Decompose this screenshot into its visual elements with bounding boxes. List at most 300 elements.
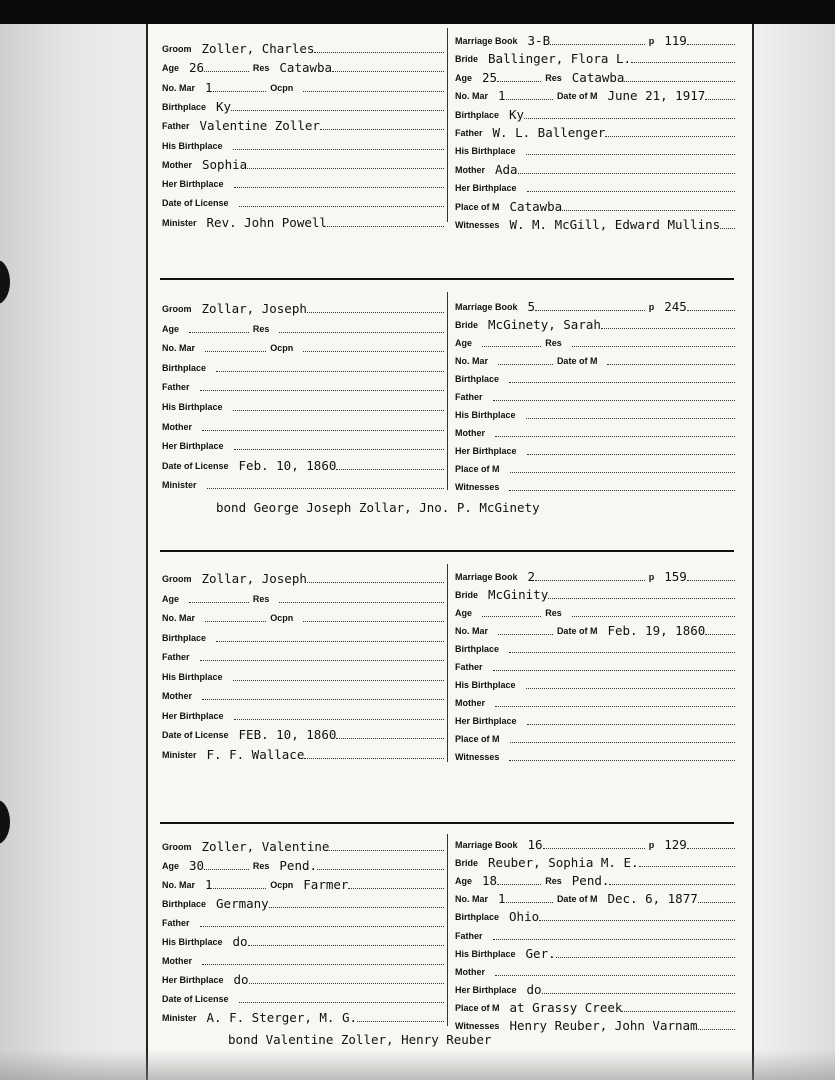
field-label-mother: Mother	[455, 164, 485, 175]
dotted-line	[234, 187, 444, 188]
dotted-line	[213, 888, 267, 889]
field-value-bride: Ballinger, Flora L.	[488, 51, 632, 67]
field-label-father: Father	[455, 930, 483, 941]
dotted-line	[329, 850, 444, 851]
field-value-bride: McGinety, Sarah	[488, 317, 601, 332]
dotted-line	[527, 724, 735, 725]
bride-row	[455, 979, 735, 997]
field-label-birthplace: Birthplace	[162, 362, 207, 373]
field-label-marriage_book: Marriage Book	[455, 302, 518, 312]
field-label-date_of_m: Date of M	[556, 91, 598, 102]
dotted-line	[216, 371, 444, 372]
field-label-groom: Groom	[162, 304, 192, 314]
field-label-no_mar: No. Mar	[455, 894, 489, 905]
field-label-age: Age	[455, 338, 473, 348]
dotted-line	[332, 71, 444, 72]
bride-row	[455, 159, 735, 177]
field-label-birthplace: Birthplace	[455, 912, 500, 923]
field-label-mother: Mother	[455, 698, 485, 708]
field-label-groom: Groom	[162, 574, 192, 584]
field-value-date_of_m: Feb. 19, 1860	[607, 623, 706, 638]
dotted-line	[200, 926, 444, 927]
field-label-father: Father	[162, 382, 190, 393]
field-value-marriage_book: 2	[527, 569, 536, 584]
field-value-groom: Zollar, Joseph	[201, 571, 307, 586]
field-label-father: Father	[455, 662, 483, 672]
field-label-her_birthplace: Her Birthplace	[455, 183, 517, 194]
dotted-line	[526, 418, 735, 419]
field-label-mother: Mother	[455, 966, 485, 977]
field-label-date_of_license: Date of License	[162, 994, 229, 1004]
column-divider	[447, 28, 448, 222]
dotted-line	[204, 869, 249, 870]
field-value-groom: Zoller, Charles	[201, 41, 315, 56]
field-value-her_birthplace: do	[233, 972, 249, 987]
dotted-line	[357, 1021, 444, 1022]
field-label-birthplace: Birthplace	[162, 632, 207, 643]
field-label-no_mar: No. Mar	[455, 91, 489, 102]
field-label-date_of_license: Date of License	[162, 730, 229, 740]
dotted-line	[493, 400, 735, 401]
bride-row	[455, 314, 735, 332]
dotted-line	[526, 688, 735, 689]
dotted-line	[572, 616, 735, 617]
groom-row	[162, 744, 444, 762]
groom-row	[162, 298, 444, 316]
bride-row	[455, 620, 735, 638]
field-label-birthplace: Birthplace	[455, 374, 500, 384]
groom-row	[162, 646, 444, 664]
field-label-p: p	[648, 302, 655, 312]
dotted-line	[607, 364, 735, 365]
field-label-place_of_m: Place of M	[455, 201, 500, 212]
column-divider	[447, 834, 448, 1026]
dotted-line	[509, 760, 735, 761]
field-label-age: Age	[162, 63, 180, 74]
field-value-res: Pend.	[571, 873, 610, 889]
field-label-her_birthplace: Her Birthplace	[455, 446, 517, 456]
field-label-his_birthplace: His Birthplace	[162, 402, 223, 412]
dotted-line	[506, 99, 553, 100]
bride-row	[455, 458, 735, 476]
groom-row	[162, 874, 444, 892]
dotted-line	[234, 449, 444, 450]
dotted-line	[205, 351, 266, 352]
field-value-res: Pend.	[279, 858, 318, 873]
dotted-line	[556, 957, 735, 958]
field-label-witnesses: Witnesses	[455, 752, 500, 762]
field-label-age: Age	[455, 876, 473, 887]
field-label-her_birthplace: Her Birthplace	[162, 441, 224, 452]
groom-row	[162, 724, 444, 742]
groom-row	[162, 455, 444, 473]
groom-row	[162, 969, 444, 987]
field-label-his_birthplace: His Birthplace	[162, 140, 223, 151]
dotted-line	[698, 1029, 735, 1030]
scan-right-margin	[752, 0, 835, 1080]
bride-row	[455, 961, 735, 979]
field-label-father: Father	[455, 392, 483, 402]
dotted-line	[495, 706, 735, 707]
dotted-line	[248, 945, 444, 946]
field-value-date_of_license: Feb. 10, 1860	[238, 457, 337, 473]
field-label-p: p	[648, 840, 655, 850]
field-value-minister: A. F. Sterger, M. G.	[206, 1010, 358, 1025]
bride-row	[455, 104, 735, 122]
field-value-father: Valentine Zoller	[199, 118, 320, 134]
field-label-father: Father	[455, 128, 483, 138]
dotted-line	[239, 1002, 444, 1003]
bride-row	[455, 997, 735, 1015]
bride-row	[455, 674, 735, 692]
dotted-line	[239, 206, 444, 207]
dotted-line	[303, 351, 444, 352]
bride-row	[455, 140, 735, 158]
dotted-line	[336, 738, 444, 739]
field-label-her_birthplace: Her Birthplace	[162, 179, 224, 190]
dotted-line	[609, 884, 735, 885]
field-value-res: Catawba	[279, 60, 333, 76]
dotted-line	[314, 52, 444, 53]
dotted-line	[233, 149, 444, 150]
dotted-line	[482, 346, 541, 347]
field-value-age: 25	[482, 69, 498, 85]
bride-row	[455, 350, 735, 368]
dotted-line	[233, 680, 444, 681]
record-separator	[160, 278, 734, 280]
field-label-p: p	[648, 572, 655, 582]
groom-row	[162, 607, 444, 625]
field-label-her_birthplace: Her Birthplace	[455, 984, 517, 995]
field-value-p: 129	[664, 837, 687, 852]
bride-row	[455, 584, 735, 602]
field-label-father: Father	[162, 918, 190, 928]
groom-row	[162, 988, 444, 1006]
bride-row	[455, 386, 735, 404]
field-label-res: Res	[252, 323, 270, 334]
bride-row	[455, 214, 735, 232]
field-value-p: 119	[664, 33, 687, 48]
field-value-date_of_m: Dec. 6, 1877	[607, 891, 698, 907]
dotted-line	[687, 44, 735, 45]
dotted-line	[234, 719, 444, 720]
field-label-groom: Groom	[162, 842, 192, 852]
dotted-line	[269, 907, 444, 908]
field-label-her_birthplace: Her Birthplace	[455, 716, 517, 726]
field-label-ocpn: Ocpn	[270, 613, 294, 623]
dotted-line	[213, 91, 267, 92]
field-value-bride: Reuber, Sophia M. E.	[488, 855, 639, 871]
bride-row	[455, 332, 735, 350]
dotted-line	[524, 118, 735, 119]
bride-row	[455, 440, 735, 458]
dotted-line	[307, 582, 444, 583]
field-value-bride: McGinity	[488, 587, 549, 602]
bride-row	[455, 48, 735, 66]
field-label-marriage_book: Marriage Book	[455, 572, 518, 582]
bride-row	[455, 67, 735, 85]
dotted-line	[202, 964, 444, 965]
dotted-line	[705, 634, 735, 635]
field-label-mother: Mother	[162, 421, 192, 432]
field-label-minister: Minister	[162, 217, 197, 228]
field-value-no_mar: 1	[498, 891, 506, 907]
dotted-line	[720, 228, 735, 229]
dotted-line	[509, 490, 735, 491]
dotted-line	[527, 191, 735, 192]
field-value-p: 245	[664, 299, 687, 314]
dotted-line	[493, 939, 735, 940]
field-label-age: Age	[455, 608, 473, 618]
field-label-res: Res	[545, 338, 562, 348]
field-value-age: 18	[482, 873, 498, 889]
dotted-line	[493, 670, 735, 671]
groom-row	[162, 38, 444, 56]
groom-row	[162, 568, 444, 586]
dotted-line	[327, 226, 444, 227]
field-value-birthplace: Germany	[216, 896, 269, 911]
field-label-date_of_license: Date of License	[162, 460, 229, 471]
field-value-birthplace: Ky	[216, 98, 232, 114]
bride-row	[455, 638, 735, 656]
dotted-line	[497, 81, 541, 82]
field-label-no_mar: No. Mar	[455, 626, 489, 636]
field-value-date_of_license: FEB. 10, 1860	[238, 727, 337, 742]
dotted-line	[506, 902, 553, 903]
groom-row	[162, 685, 444, 703]
dotted-line	[687, 848, 735, 849]
bride-row	[455, 870, 735, 888]
groom-row	[162, 893, 444, 911]
field-value-minister: Rev. John Powell	[206, 214, 327, 230]
groom-row	[162, 396, 444, 414]
groom-row	[162, 212, 444, 230]
field-value-her_birthplace: do	[526, 981, 542, 997]
groom-row	[162, 666, 444, 684]
dotted-line	[542, 993, 735, 994]
field-label-place_of_m: Place of M	[455, 464, 500, 474]
groom-row	[162, 588, 444, 606]
bride-row	[455, 943, 735, 961]
field-value-his_birthplace: Ger.	[525, 945, 556, 961]
dotted-line	[572, 346, 735, 347]
field-label-her_birthplace: Her Birthplace	[162, 710, 224, 721]
field-label-birthplace: Birthplace	[455, 109, 500, 120]
field-label-mother: Mother	[162, 956, 192, 966]
field-value-groom: Zoller, Valentine	[201, 839, 330, 854]
field-label-witnesses: Witnesses	[455, 220, 500, 230]
field-label-p: p	[648, 36, 655, 46]
field-label-minister: Minister	[162, 749, 197, 760]
bride-row	[455, 710, 735, 728]
dotted-line	[601, 328, 735, 329]
dotted-line	[535, 580, 645, 581]
dotted-line	[336, 469, 444, 470]
field-label-mother: Mother	[162, 691, 192, 701]
dotted-line	[687, 310, 735, 311]
bride-row	[455, 296, 735, 314]
dotted-line	[510, 472, 735, 473]
dotted-line	[303, 621, 444, 622]
groom-row	[162, 705, 444, 723]
field-label-no_mar: No. Mar	[162, 613, 196, 623]
groom-row	[162, 912, 444, 930]
dotted-line	[307, 312, 444, 313]
field-label-groom: Groom	[162, 44, 192, 54]
groom-row	[162, 96, 444, 114]
bride-row	[455, 728, 735, 746]
field-label-bride: Bride	[455, 320, 479, 330]
dotted-line	[548, 598, 735, 599]
dotted-line	[705, 99, 735, 100]
dotted-line	[247, 168, 444, 169]
field-value-age: 26	[189, 60, 205, 76]
bride-row	[455, 196, 735, 214]
field-label-his_birthplace: His Birthplace	[162, 671, 223, 682]
bride-row	[455, 1015, 735, 1033]
field-label-date_of_m: Date of M	[556, 626, 598, 636]
field-label-no_mar: No. Mar	[162, 82, 196, 93]
field-label-bride: Bride	[455, 54, 479, 65]
field-label-witnesses: Witnesses	[455, 482, 500, 492]
field-value-age: 30	[189, 858, 205, 873]
field-label-res: Res	[252, 593, 270, 604]
dotted-line	[624, 81, 735, 82]
bride-row	[455, 404, 735, 422]
dotted-line	[320, 129, 444, 130]
dotted-line	[189, 332, 249, 333]
field-value-witnesses: W. M. McGill, Edward Mullins	[509, 217, 721, 232]
field-label-bride: Bride	[455, 590, 479, 600]
dotted-line	[304, 758, 444, 759]
field-label-his_birthplace: His Birthplace	[455, 680, 516, 690]
groom-row	[162, 950, 444, 968]
dotted-line	[510, 742, 735, 743]
bride-row	[455, 925, 735, 943]
field-label-minister: Minister	[162, 480, 197, 491]
dotted-line	[550, 44, 645, 45]
dotted-line	[539, 920, 735, 921]
field-label-his_birthplace: His Birthplace	[162, 937, 223, 947]
bride-row	[455, 177, 735, 195]
field-label-his_birthplace: His Birthplace	[455, 146, 516, 157]
groom-row	[162, 855, 444, 873]
field-label-age: Age	[162, 861, 180, 871]
dotted-line	[509, 652, 735, 653]
groom-row	[162, 931, 444, 949]
dotted-line	[216, 641, 444, 642]
groom-row	[162, 57, 444, 75]
field-label-place_of_m: Place of M	[455, 1002, 500, 1013]
field-value-witnesses: Henry Reuber, John Varnam	[509, 1018, 698, 1033]
field-label-res: Res	[545, 72, 562, 83]
groom-row	[162, 836, 444, 854]
field-value-date_of_m: June 21, 1917	[607, 88, 706, 104]
dotted-line	[495, 975, 735, 976]
dotted-line	[518, 173, 735, 174]
bride-row	[455, 656, 735, 674]
dotted-line	[200, 660, 444, 661]
field-value-marriage_book: 3-B	[527, 33, 551, 48]
column-divider	[447, 564, 448, 762]
field-label-father: Father	[162, 652, 190, 662]
field-value-no_mar: 1	[205, 79, 213, 95]
scan-left-margin	[0, 0, 120, 1080]
field-value-place_of_m: Catawba	[509, 198, 563, 214]
dotted-line	[498, 364, 553, 365]
field-label-date_of_m: Date of M	[556, 894, 598, 905]
field-label-mother: Mother	[455, 428, 485, 438]
field-label-res: Res	[252, 861, 270, 871]
groom-row	[162, 435, 444, 453]
dotted-line	[348, 888, 444, 889]
field-value-ocpn: Farmer	[303, 877, 349, 892]
field-label-marriage_book: Marriage Book	[455, 840, 518, 850]
field-label-birthplace: Birthplace	[162, 101, 207, 112]
field-label-date_of_m: Date of M	[556, 356, 598, 366]
dotted-line	[233, 410, 444, 411]
field-label-age: Age	[162, 323, 180, 334]
dotted-line	[317, 869, 444, 870]
field-label-birthplace: Birthplace	[162, 899, 207, 909]
scan-bottom-shade	[0, 1050, 835, 1080]
field-value-father: W. L. Ballenger	[492, 125, 606, 140]
field-label-ocpn: Ocpn	[270, 82, 294, 93]
dotted-line	[204, 71, 249, 72]
field-value-groom: Zollar, Joseph	[201, 301, 307, 316]
field-value-minister: F. F. Wallace	[206, 746, 305, 762]
groom-row	[162, 115, 444, 133]
field-label-birthplace: Birthplace	[455, 644, 500, 654]
groom-row	[162, 357, 444, 375]
field-label-ocpn: Ocpn	[270, 880, 294, 890]
groom-row	[162, 1007, 444, 1025]
field-label-res: Res	[545, 608, 562, 618]
field-value-p: 159	[664, 569, 687, 584]
record-separator	[160, 550, 734, 552]
field-label-no_mar: No. Mar	[455, 356, 489, 366]
dotted-line	[200, 390, 444, 391]
field-label-ocpn: Ocpn	[270, 343, 294, 354]
bride-row	[455, 422, 735, 440]
bond-note: bond George Joseph Zollar, Jno. P. McGinety	[216, 500, 540, 515]
bride-row	[455, 476, 735, 494]
bride-row	[455, 85, 735, 103]
field-label-date_of_license: Date of License	[162, 198, 229, 209]
field-label-minister: Minister	[162, 1013, 197, 1023]
bride-row	[455, 888, 735, 906]
bride-row	[455, 834, 735, 852]
field-value-marriage_book: 5	[527, 299, 536, 314]
bride-row	[455, 852, 735, 870]
dotted-line	[527, 454, 735, 455]
field-label-her_birthplace: Her Birthplace	[162, 975, 224, 985]
dotted-line	[698, 902, 735, 903]
dotted-line	[279, 602, 444, 603]
bride-row	[455, 368, 735, 386]
groom-row	[162, 627, 444, 645]
dotted-line	[303, 91, 444, 92]
field-label-father: Father	[162, 121, 190, 132]
field-value-marriage_book: 16	[527, 837, 543, 852]
field-label-bride: Bride	[455, 858, 479, 869]
dotted-line	[231, 110, 444, 111]
dotted-line	[562, 210, 735, 211]
groom-row	[162, 154, 444, 172]
dotted-line	[497, 884, 541, 885]
bride-row	[455, 746, 735, 764]
field-label-no_mar: No. Mar	[162, 880, 196, 890]
